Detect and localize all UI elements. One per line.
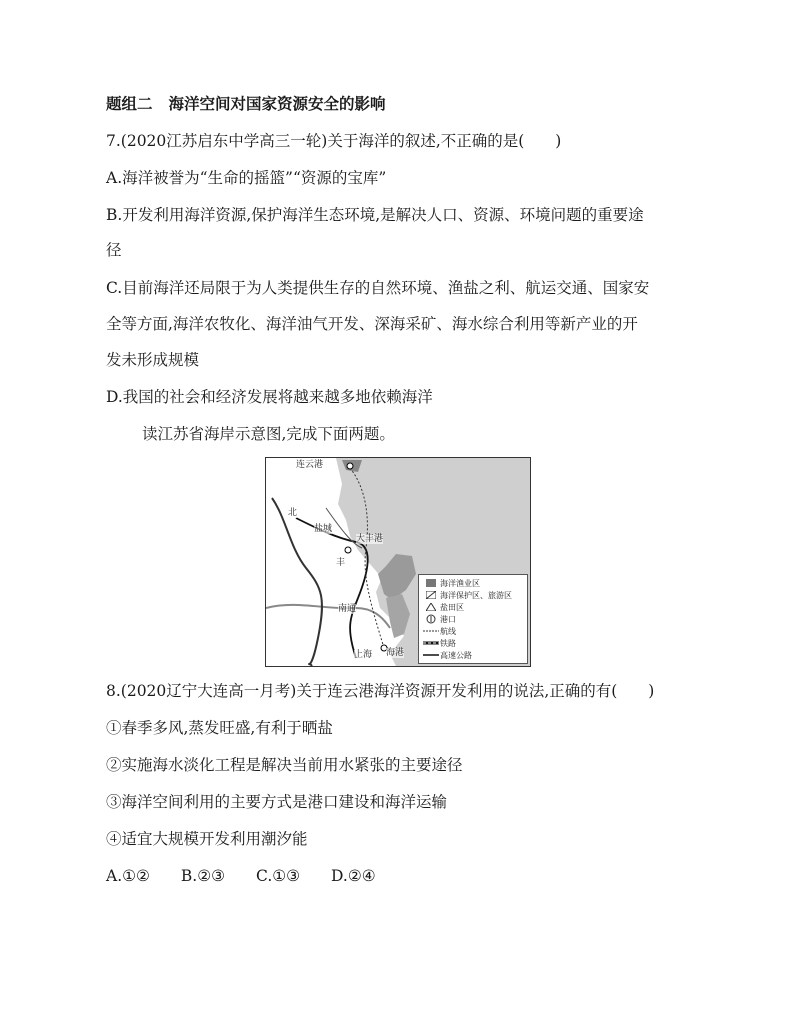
map-label-dafeng: 大丰港 [356, 534, 384, 544]
yangtze-river [266, 605, 390, 628]
q7-stem: 7.(2020江苏启东中学高三一轮)关于海洋的叙述,不正确的是( ) [106, 132, 562, 150]
q8-item-1: ①春季多风,蒸发旺盛,有利于晒盐 [106, 719, 333, 737]
legend-item: 海洋保护区、旅游区 [422, 589, 524, 601]
section-title: 题组二 [106, 95, 153, 113]
legend-item: 航线 [422, 625, 524, 637]
q7-option-a: A.海洋被誉为“生命的摇篮”“资源的宝库” [106, 169, 387, 187]
q7-option-d: D.我国的社会和经济发展将越来越多地依赖海洋 [106, 388, 433, 406]
map-label-haigang: 海港 [386, 648, 405, 658]
legend-item: 高速公路 [422, 649, 524, 661]
q7-option-b-line1: B.开发利用海洋资源,保护海洋生态环境,是解决人口、资源、环境问题的重要途 [106, 206, 644, 224]
map-label-lianyungang: 连云港 [296, 460, 324, 470]
q8-item-3: ③海洋空间利用的主要方式是港口建设和海洋运输 [106, 793, 448, 811]
q7-option-c-line2: 全等方面,海洋农牧化、海洋油气开发、深海采矿、海水综合利用等新产业的开 [106, 315, 638, 333]
q8-choices: A.①② B.②③ C.①③ D.②④ [106, 867, 376, 885]
salt-field-triangle-icon [422, 603, 440, 611]
legend-item: 海洋渔业区 [422, 577, 524, 589]
fishery-square-icon [422, 579, 440, 587]
port-marker [345, 547, 351, 553]
q8-item-4: ④适宜大规模开发利用潮汐能 [106, 830, 308, 848]
section-heading [106, 94, 386, 114]
q8-item-2: ②实施海水淡化工程是解决当前用水紧张的主要途径 [106, 756, 463, 774]
map-label-feng: 丰 [336, 558, 346, 568]
highway-icon [422, 653, 440, 657]
port-circle-icon [422, 614, 440, 624]
q7-option-c-line1: C.目前海洋还局限于为人类提供生存的自然环境、渔盐之利、航运交通、国家安 [106, 279, 650, 297]
map-label-yancheng: 盐城 [314, 524, 333, 534]
map-label-bei: 北 [288, 508, 298, 518]
map-label-nantong: 南通 [338, 604, 357, 614]
q7-option-c-line3: 发未形成规模 [106, 351, 200, 369]
legend-item: 盐田区 [422, 601, 524, 613]
section-subtitle: 海洋空间对国家资源安全的影响 [168, 95, 386, 113]
legend-item: 港口 [422, 613, 524, 625]
legend-item: 铁路 [422, 637, 524, 649]
q8-stem: 8.(2020辽宁大连高一月考)关于连云港海洋资源开发利用的说法,正确的有( ) [106, 682, 655, 700]
q7-option-b-line2: 径 [106, 241, 122, 259]
railway-icon [422, 641, 440, 645]
map-legend [418, 574, 528, 664]
reading-intro: 读江苏省海岸示意图,完成下面两题。 [142, 425, 395, 443]
shipping-route-icon [422, 629, 440, 633]
port-marker [347, 463, 353, 469]
jiangsu-coast-map [265, 457, 531, 667]
protection-hatch-icon [422, 591, 440, 599]
map-label-shanghai: 上海 [354, 650, 373, 660]
